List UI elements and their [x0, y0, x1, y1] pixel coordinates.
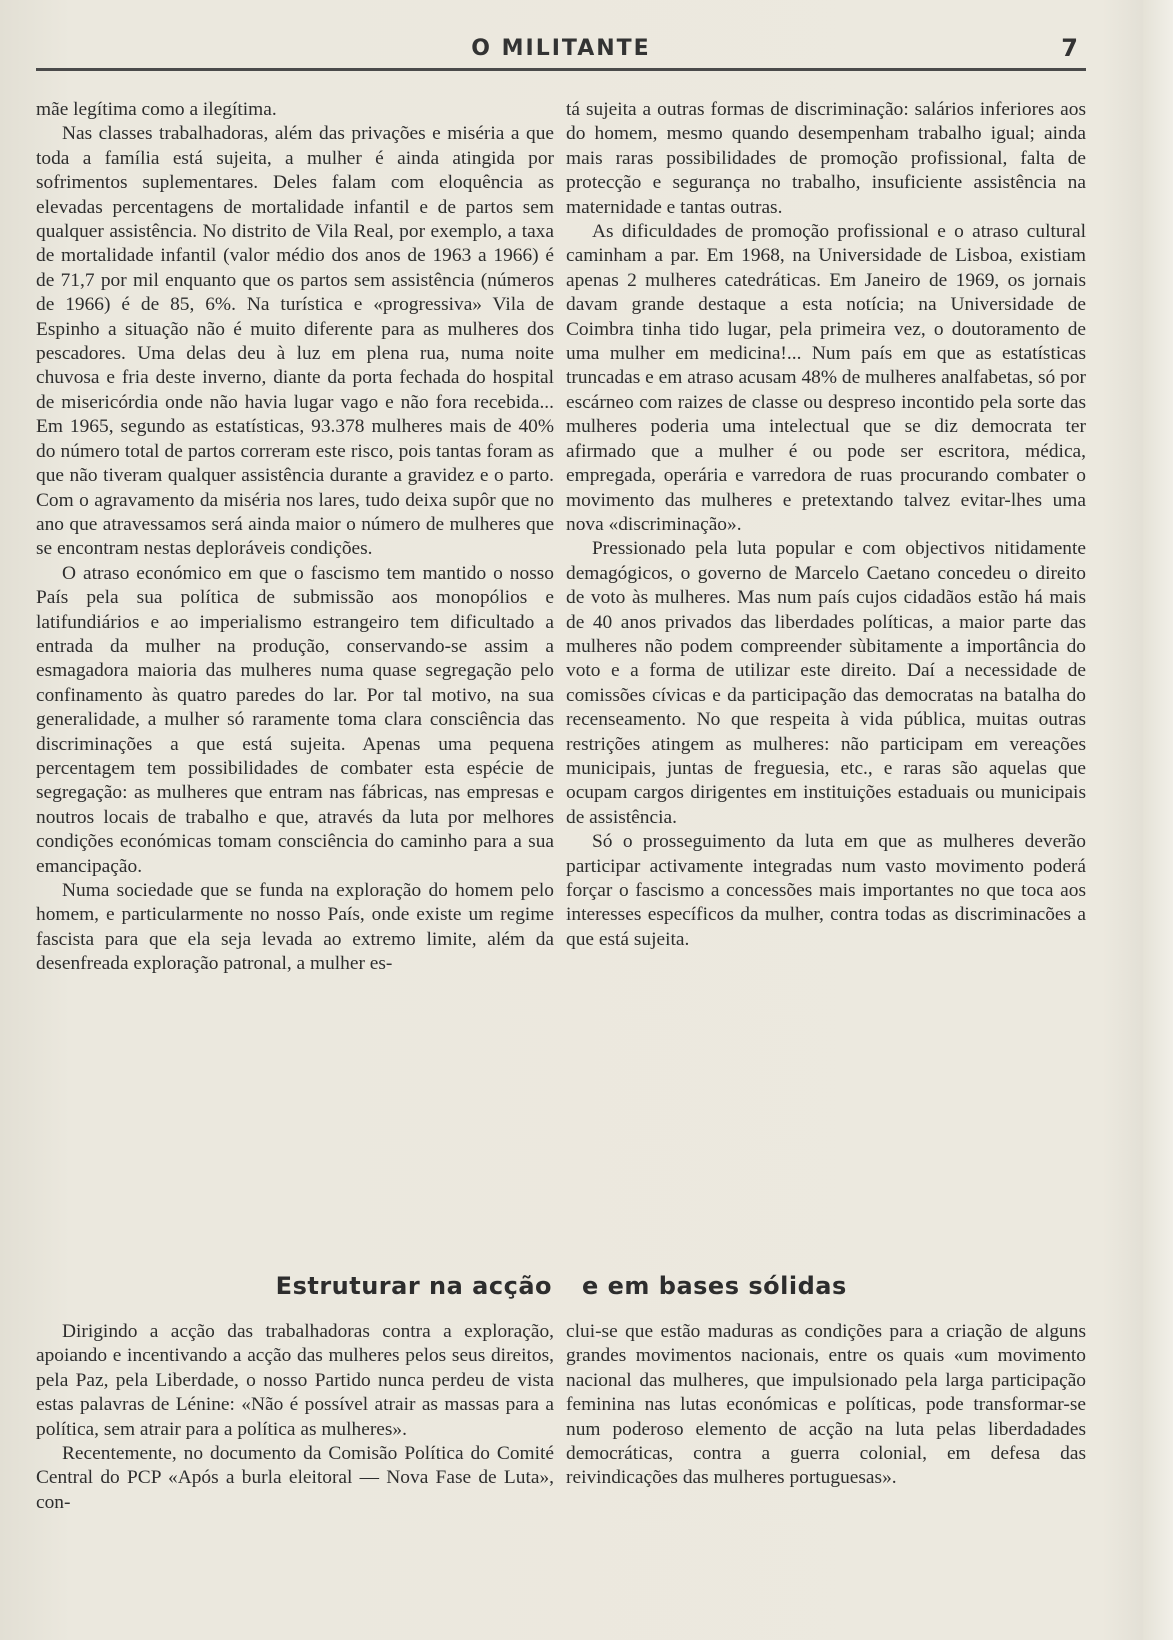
paragraph: Dirigindo a acção das trabalhadoras contra a exploração, apoiando e incentivando a acção das mulheres pelos seus direitos, pela Paz, pela Liberdade, o nosso Partido nunca perdeu de vista estas palavras de Lénine: «Não é possível atrair as massas para a política, sem atrair para a política as mulheres». — [36, 1321, 554, 1440]
paragraph: O atraso económico em que o fascismo tem mantido o nosso País pela sua política de submissão aos monopólios e latifundiários e ao imperialismo estrangeiro tem dificultado a entrada da mulher na produção, conservando-se assim a esmagadora maioria das mulheres numa quase segregação pelo confinamento às quatro paredes do lar. Por tal motivo, na sua generalidade, a mulher só raramente toma clara consciência das discriminações a que está sujeita. Apenas uma pequena percentagem tem possibilidades de combater esta espécie de segregação: as mulheres que entram nas fábricas, nas empresas e noutros locais de trabalho e que, através da luta por melhores condições económicas tomam consciência do caminho para a sua emancipação. — [36, 562, 554, 877]
paragraph: clui-se que estão maduras as condições para a criação de alguns grandes movimentos nacionais, entre os quais «um movimento nacional das mulheres, que impulsionado pela larga participação feminina nas lutas económicas e políticas, pode transformar-se num poderoso elemento de acção na luta pelas liberdadades democráticas, contra a guerra colonial, em defesa das reivindicações das mulheres portuguesas». — [566, 1321, 1086, 1489]
publication-title: O MILITANTE — [471, 36, 651, 61]
paragraph: Numa sociedade que se funda na exploração do homem pelo homem, e particularmente no nosso País, onde existe um regime fascista para que ela seja levada ao extremo limite, além da desenfreada exploração patronal, a mulher es- — [36, 880, 554, 975]
column-4 — [566, 1320, 1086, 1491]
paragraph: Pressionado pela luta popular e com objectivos nitidamente demagógicos, o governo de Marcelo Caetano concedeu o direito de voto às mulheres. Mas num país cujos cidadãos estão há mais de 40 anos privados das liberdades políticas, a maior parte das mulheres não podem compreender sùbitamente a importância do voto e a forma de utilizar este direito. Daí a necessidade de comissões cívicas e da participação das democratas na batalha do recenseamento. No que respeita à vida pública, muitas outras restrições atingem as mulheres: não participam em vereações municipais, juntas de freguesia, etc., e raras são aquelas que ocupam cargos dirigentes em instituições estaduais ou municipais de assistência. — [566, 538, 1086, 828]
paragraph: As dificuldades de promoção profissional e o atraso cultural caminham a par. Em 1968, na Universidade de Lisboa, existiam apenas 2 mulheres catedráticas. Em Janeiro de 1969, os jornais davam grande destaque a esta notícia; na Universidade de Coimbra tinha tido lugar, pela primeira vez, o doutoramento de uma mulher em medicina!... Num país em que as estatísticas truncadas e em atraso acusam 48% de mulheres analfabetas, só por escárneo com raizes de classe ou despreso incontido pela sorte das mulheres poderia uma intelectual que se diz democrata ter afirmado que a mulher é ou pode ser escritora, médica, empregada, operária e varredora de ruas procurando combater o movimento das mulheres e pretextando talvez evitar-lhes uma nova «discriminação». — [566, 221, 1086, 535]
section-heading-left: Estruturar na acção — [275, 1272, 552, 1300]
page-edge — [1143, 0, 1173, 1640]
paragraph: Recentemente, no documento da Comisão Política do Comité Central do PCP «Após a burla eleitoral — Nova Fase de Luta», con- — [36, 1443, 554, 1513]
paragraph: Só o prosseguimento da luta em que as mulheres deverão participar activamente integradas num vasto movimento poderá forçar o fascismo a concessões mais importantes no que toca aos interesses específicos da mulher, contra todas as discriminacões a que está sujeita. — [566, 831, 1086, 950]
section-heading — [36, 1272, 1086, 1308]
paragraph: mãe legítima como a ilegítima. — [36, 99, 277, 120]
column-1 — [36, 98, 554, 977]
page-number: 7 — [1061, 34, 1078, 62]
column-2 — [566, 98, 1086, 952]
paragraph: tá sujeita a outras formas de discriminação: salários inferiores aos do homem, mesmo quando desempenham trabalho igual; ainda mais raras possibilidades de promoção profissional, falta de protecção e segurança no trabalho, insuficiente assistência na maternidade e tantas outras. — [566, 99, 1086, 218]
paragraph: Nas classes trabalhadoras, além das privações e miséria a que toda a família está sujeita, a mulher é ainda atingida por sofrimentos suplementares. Deles falam com eloquência as elevadas percentagens de mortalidade infantil e de partos sem qualquer assistência. No distrito de Vila Real, por exemplo, a taxa de mortalidade infantil (valor médio dos anos de 1963 a 1966) é de 71,7 por mil enquanto que os partos sem assistência (números de 1966) é de 85, 6%. Na turística e «progressiva» Vila de Espinho a situação não é muito diferente para as mulheres dos pescadores. Uma delas deu à luz em plena rua, numa noite chuvosa e fria deste inverno, diante da porta fechada do hospital de misericórdia onde não havia lugar vago e não fora recebida... Em 1965, segundo as estatísticas, 93.378 mulheres mais de 40% do número total de partos correram este risco, pois tantas foram as que não tiveram qualquer assistência durante a gravidez e o parto. Com o agravamento da miséria nos lares, tudo deixa supôr que no ano que atravessamos será ainda maior o número de mulheres que se encontram nestas deploráveis condições. — [36, 123, 554, 560]
section-heading-right: e em bases sólidas — [582, 1272, 847, 1300]
header-rule — [36, 68, 1086, 71]
column-3 — [36, 1320, 554, 1515]
page-header — [36, 36, 1086, 68]
